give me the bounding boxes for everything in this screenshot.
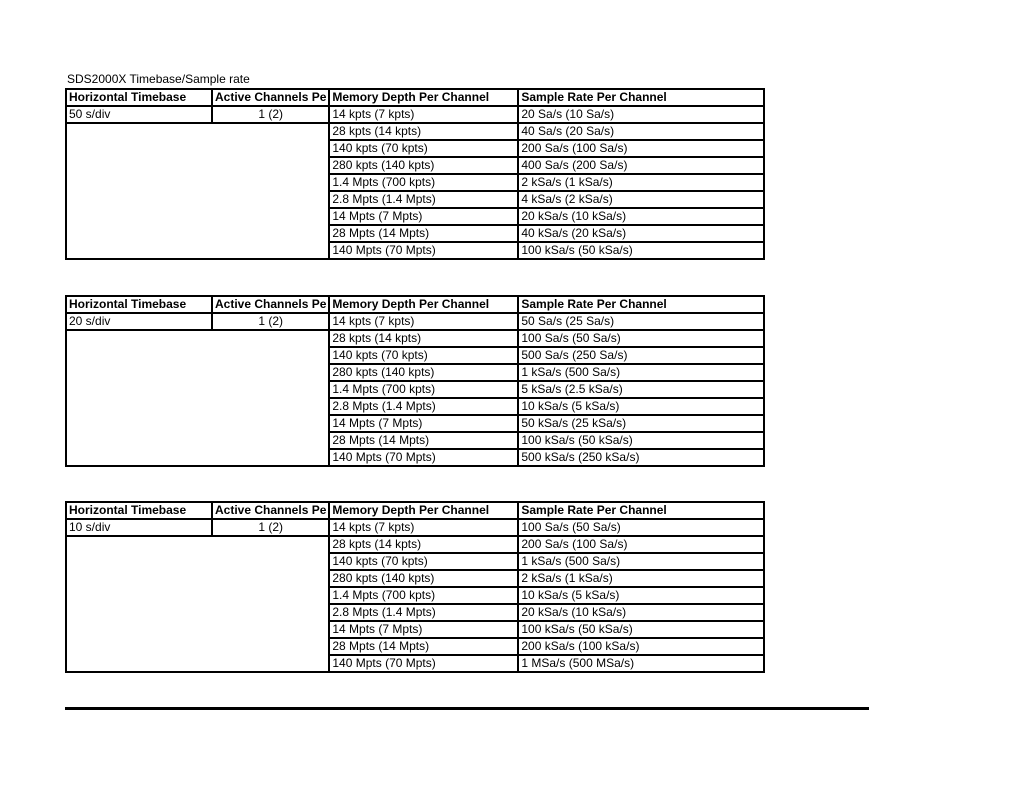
memory-cell: 1.4 Mpts (700 kpts)	[329, 174, 518, 191]
rate-cell: 20 kSa/s (10 kSa/s)	[518, 604, 764, 621]
memory-cell: 140 Mpts (70 Mpts)	[329, 449, 518, 466]
header-rate: Sample Rate Per Channel	[518, 89, 764, 106]
table-row	[66, 313, 764, 330]
channels-cell: 1 (2)	[212, 313, 329, 330]
timebase-table-10	[65, 501, 765, 673]
rate-cell: 40 Sa/s (20 Sa/s)	[518, 123, 764, 140]
timebase-cell: 20 s/div	[66, 313, 212, 330]
timebase-cell: 50 s/div	[66, 106, 212, 123]
rate-cell: 5 kSa/s (2.5 kSa/s)	[518, 381, 764, 398]
header-memory: Memory Depth Per Channel	[329, 502, 518, 519]
rate-cell: 100 Sa/s (50 Sa/s)	[518, 330, 764, 347]
rate-cell: 500 Sa/s (250 Sa/s)	[518, 347, 764, 364]
memory-cell: 28 Mpts (14 Mpts)	[329, 432, 518, 449]
rate-cell: 40 kSa/s (20 kSa/s)	[518, 225, 764, 242]
timebase-table-50	[65, 88, 765, 260]
table-row	[66, 123, 764, 140]
memory-cell: 140 kpts (70 kpts)	[329, 553, 518, 570]
memory-cell: 14 Mpts (7 Mpts)	[329, 208, 518, 225]
table-row	[66, 106, 764, 123]
rate-cell: 500 kSa/s (250 kSa/s)	[518, 449, 764, 466]
header-channels: Active Channels Pe	[212, 89, 329, 106]
table-row	[66, 536, 764, 553]
memory-cell: 140 Mpts (70 Mpts)	[329, 655, 518, 672]
memory-cell: 14 kpts (7 kpts)	[329, 106, 518, 123]
header-timebase: Horizontal Timebase	[66, 89, 212, 106]
memory-cell: 280 kpts (140 kpts)	[329, 570, 518, 587]
memory-cell: 2.8 Mpts (1.4 Mpts)	[329, 604, 518, 621]
memory-cell: 2.8 Mpts (1.4 Mpts)	[329, 191, 518, 208]
memory-cell: 28 kpts (14 kpts)	[329, 123, 518, 140]
memory-cell: 14 Mpts (7 Mpts)	[329, 621, 518, 638]
timebase-table-20	[65, 295, 765, 467]
memory-cell: 28 Mpts (14 Mpts)	[329, 638, 518, 655]
header-channels: Active Channels Pe	[212, 296, 329, 313]
header-timebase: Horizontal Timebase	[66, 502, 212, 519]
rate-cell: 2 kSa/s (1 kSa/s)	[518, 174, 764, 191]
table-row	[66, 519, 764, 536]
page-title: SDS2000X Timebase/Sample rate	[67, 72, 250, 86]
memory-cell: 280 kpts (140 kpts)	[329, 364, 518, 381]
rate-cell: 50 kSa/s (25 kSa/s)	[518, 415, 764, 432]
rate-cell: 200 Sa/s (100 Sa/s)	[518, 140, 764, 157]
blank-cell	[66, 123, 329, 259]
memory-cell: 28 kpts (14 kpts)	[329, 536, 518, 553]
memory-cell: 1.4 Mpts (700 kpts)	[329, 587, 518, 604]
rate-cell: 200 kSa/s (100 kSa/s)	[518, 638, 764, 655]
memory-cell: 28 Mpts (14 Mpts)	[329, 225, 518, 242]
header-memory: Memory Depth Per Channel	[329, 296, 518, 313]
blank-cell	[66, 330, 329, 466]
rate-cell: 10 kSa/s (5 kSa/s)	[518, 398, 764, 415]
header-rate: Sample Rate Per Channel	[518, 502, 764, 519]
table-header-row	[66, 89, 764, 106]
table-header-row	[66, 502, 764, 519]
memory-cell: 14 Mpts (7 Mpts)	[329, 415, 518, 432]
blank-cell	[66, 536, 329, 672]
rate-cell: 2 kSa/s (1 kSa/s)	[518, 570, 764, 587]
memory-cell: 2.8 Mpts (1.4 Mpts)	[329, 398, 518, 415]
memory-cell: 1.4 Mpts (700 kpts)	[329, 381, 518, 398]
rate-cell: 20 kSa/s (10 kSa/s)	[518, 208, 764, 225]
rate-cell: 10 kSa/s (5 kSa/s)	[518, 587, 764, 604]
rate-cell: 1 MSa/s (500 MSa/s)	[518, 655, 764, 672]
memory-cell: 140 Mpts (70 Mpts)	[329, 242, 518, 259]
rate-cell: 200 Sa/s (100 Sa/s)	[518, 536, 764, 553]
rate-cell: 20 Sa/s (10 Sa/s)	[518, 106, 764, 123]
bottom-rule	[65, 707, 869, 710]
rate-cell: 4 kSa/s (2 kSa/s)	[518, 191, 764, 208]
timebase-cell: 10 s/div	[66, 519, 212, 536]
memory-cell: 280 kpts (140 kpts)	[329, 157, 518, 174]
memory-cell: 28 kpts (14 kpts)	[329, 330, 518, 347]
memory-cell: 14 kpts (7 kpts)	[329, 519, 518, 536]
memory-cell: 140 kpts (70 kpts)	[329, 347, 518, 364]
memory-cell: 14 kpts (7 kpts)	[329, 313, 518, 330]
header-timebase: Horizontal Timebase	[66, 296, 212, 313]
rate-cell: 400 Sa/s (200 Sa/s)	[518, 157, 764, 174]
rate-cell: 100 Sa/s (50 Sa/s)	[518, 519, 764, 536]
rate-cell: 100 kSa/s (50 kSa/s)	[518, 432, 764, 449]
channels-cell: 1 (2)	[212, 106, 329, 123]
memory-cell: 140 kpts (70 kpts)	[329, 140, 518, 157]
rate-cell: 100 kSa/s (50 kSa/s)	[518, 621, 764, 638]
header-memory: Memory Depth Per Channel	[329, 89, 518, 106]
rate-cell: 50 Sa/s (25 Sa/s)	[518, 313, 764, 330]
rate-cell: 1 kSa/s (500 Sa/s)	[518, 553, 764, 570]
header-rate: Sample Rate Per Channel	[518, 296, 764, 313]
header-channels: Active Channels Pe	[212, 502, 329, 519]
rate-cell: 100 kSa/s (50 kSa/s)	[518, 242, 764, 259]
rate-cell: 1 kSa/s (500 Sa/s)	[518, 364, 764, 381]
channels-cell: 1 (2)	[212, 519, 329, 536]
table-row	[66, 330, 764, 347]
table-header-row	[66, 296, 764, 313]
